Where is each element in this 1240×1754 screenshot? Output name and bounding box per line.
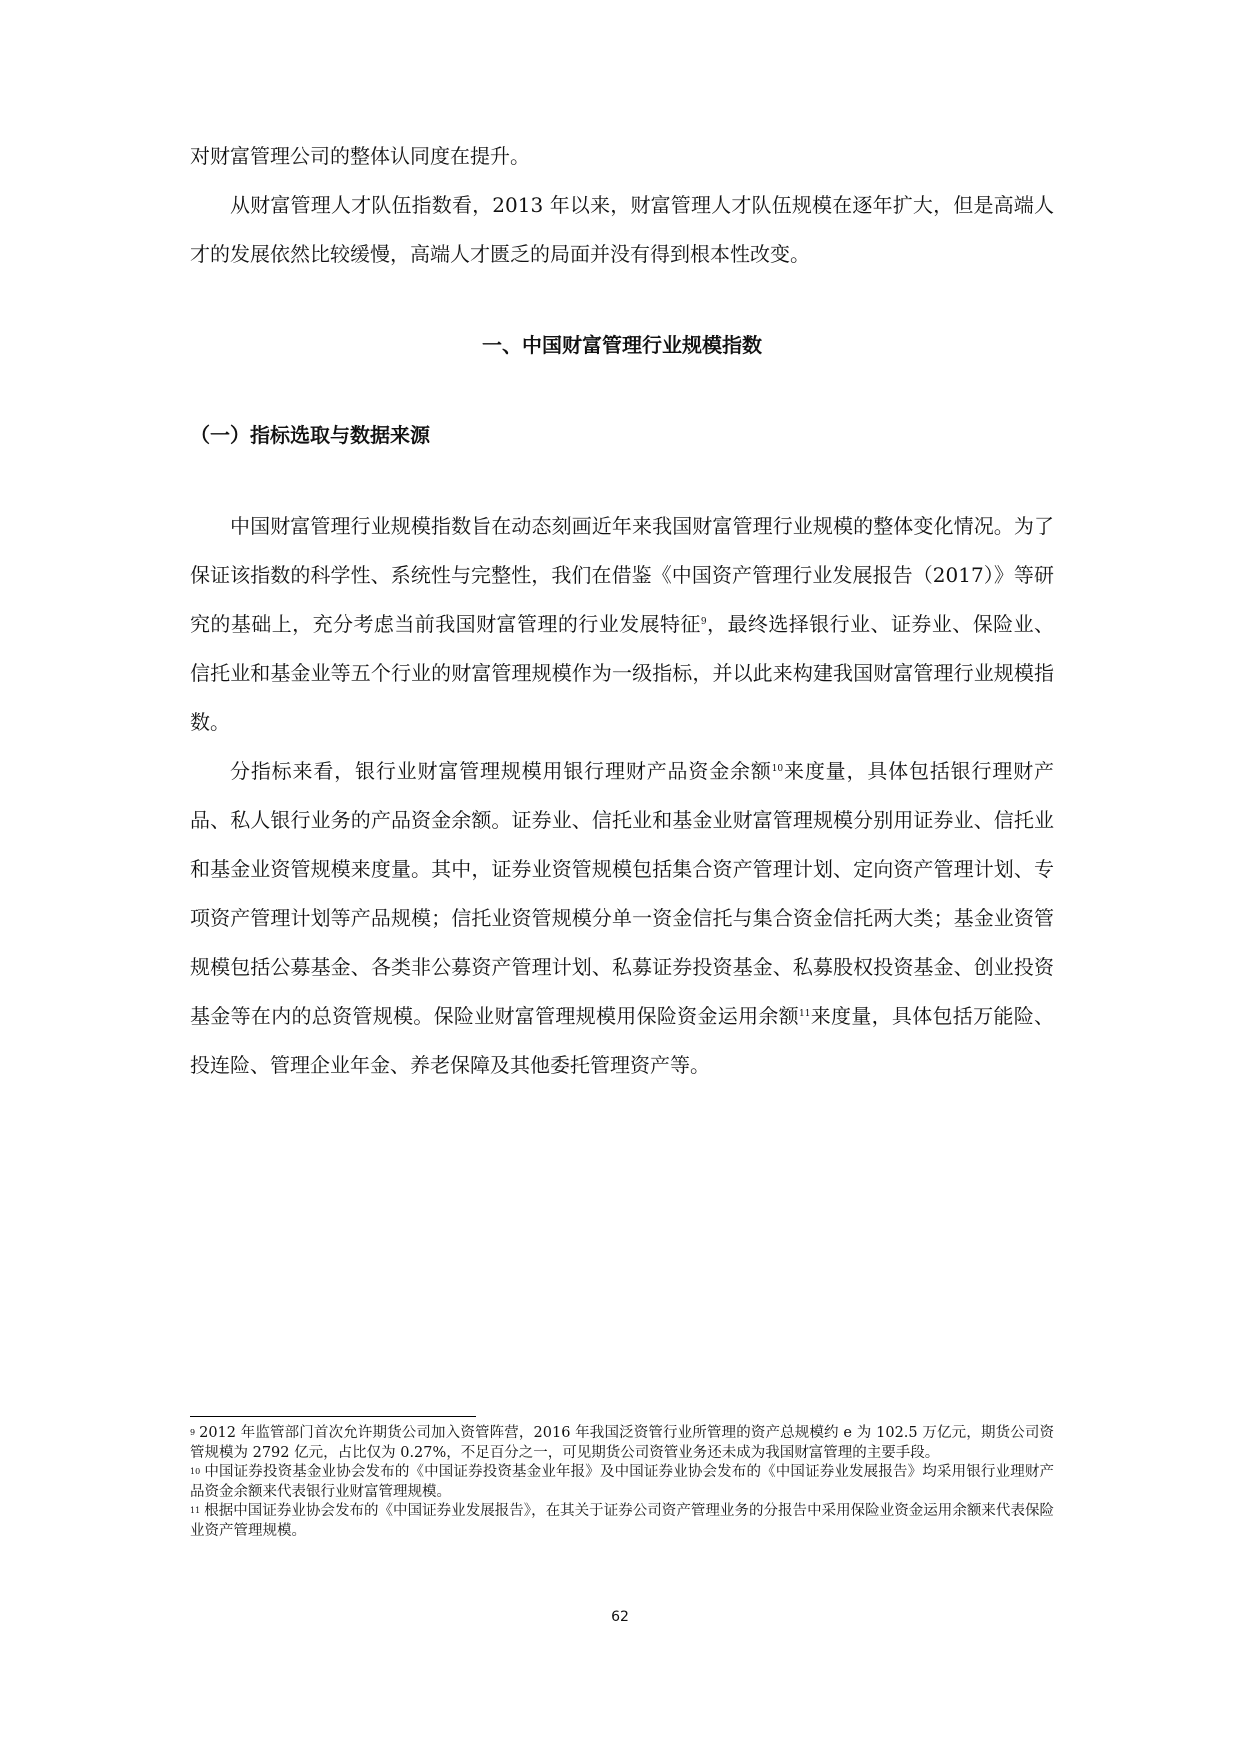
footnote-ref-9[interactable]: 9 <box>700 617 707 627</box>
paragraph-3-text-a: 中国财富管理行业规模指数旨在动态刻画近年来我国财富管理行业规模的整体变化情况。为了保证该指数的科学性、系统性与完整性，我们在借鉴《中国资产管理行业发展报告（2017）》等研究的基础上，充分考虑当前我国财富管理的行业发展特征 <box>190 514 1054 636</box>
footnote-text: 中国证券投资基金业协会发布的《中国证券投资基金业年报》及中国证券业协会发布的《中国证券业发展报告》均采用银行业理财产品资金余额来代表银行业财富管理规模。 <box>190 1464 1054 1500</box>
footnote-ref-11[interactable]: 11 <box>798 1009 811 1019</box>
paragraph-4-text-b: 来度量，具体包括银行理财产品、私人银行业务的产品资金余额。证券业、信托业和基金业财富管理规模分别用证券业、信托业和基金业资管规模来度量。其中，证券业资管规模包括集合资产管理计划、定向资产管理计划、专项资产管理计划等产品规模；信托业资管规模分单一资金信托与集合资金信托两大类；基金业资管规模包括公募基金、各类非公募资产管理计划、私募证券投资基金、私募股权投资基金、创业投资基金等在内的总资管规模。保险业财富管理规模用保险资金运用余额 <box>190 759 1055 1028</box>
footnote-ref-10[interactable]: 10 <box>771 764 784 774</box>
subsection-heading: （一）指标选取与数据来源 <box>190 423 430 447</box>
footnote-item <box>190 1502 1054 1541</box>
footnote-item <box>190 1463 1054 1502</box>
paragraph-3 <box>190 502 1054 747</box>
footnote-number: 9 <box>190 1428 196 1437</box>
intro-text <box>190 132 1054 279</box>
footnote-text: 根据中国证券业协会发布的《中国证券业发展报告》，在其关于证券公司资产管理业务的分报告中采用保险业资金运用余额来代表保险业资产管理规模。 <box>190 1503 1054 1539</box>
paragraph-3-text-b: ，最终选择银行业、证券业、保险业、信托业和基金业等五个行业的财富管理规模作为一级指标，并以此来构建我国财富管理行业规模指数。 <box>190 612 1055 734</box>
page-number: 62 <box>611 1609 629 1625</box>
footnote-item <box>190 1424 1054 1463</box>
section-heading: 一、中国财富管理行业规模指数 <box>482 333 762 357</box>
paragraph-4-text-c: 来度量，具体包括万能险、投连险、管理企业年金、养老保障及其他委托管理资产等。 <box>190 1004 1055 1077</box>
footnote-text: 2012 年监管部门首次允许期货公司加入资管阵营，2016 年我国泛资管行业所管理的资产总规模约 e 为 102.5 万亿元，期货公司资管规模为 2792 亿元，占比仅为 0.27%，不足百分之一，可见期货公司资管业务还未成为我国财富管理的主要手段。 <box>190 1425 1054 1461</box>
paragraph-4 <box>190 747 1054 1090</box>
footnotes <box>190 1424 1054 1541</box>
paragraph-1: 对财富管理公司的整体认同度在提升。 <box>190 144 530 168</box>
main-text <box>190 502 1054 1090</box>
paragraph-2: 从财富管理人才队伍指数看，2013 年以来，财富管理人才队伍规模在逐年扩大，但是高端人才的发展依然比较缓慢，高端人才匮乏的局面并没有得到根本性改变。 <box>190 193 1054 266</box>
paragraph-4-text-a: 分指标来看，银行业财富管理规模用银行理财产品资金余额 <box>230 759 772 783</box>
footnote-number: 10 <box>190 1467 201 1476</box>
footnote-divider <box>190 1416 476 1417</box>
footnote-number: 11 <box>190 1506 201 1515</box>
